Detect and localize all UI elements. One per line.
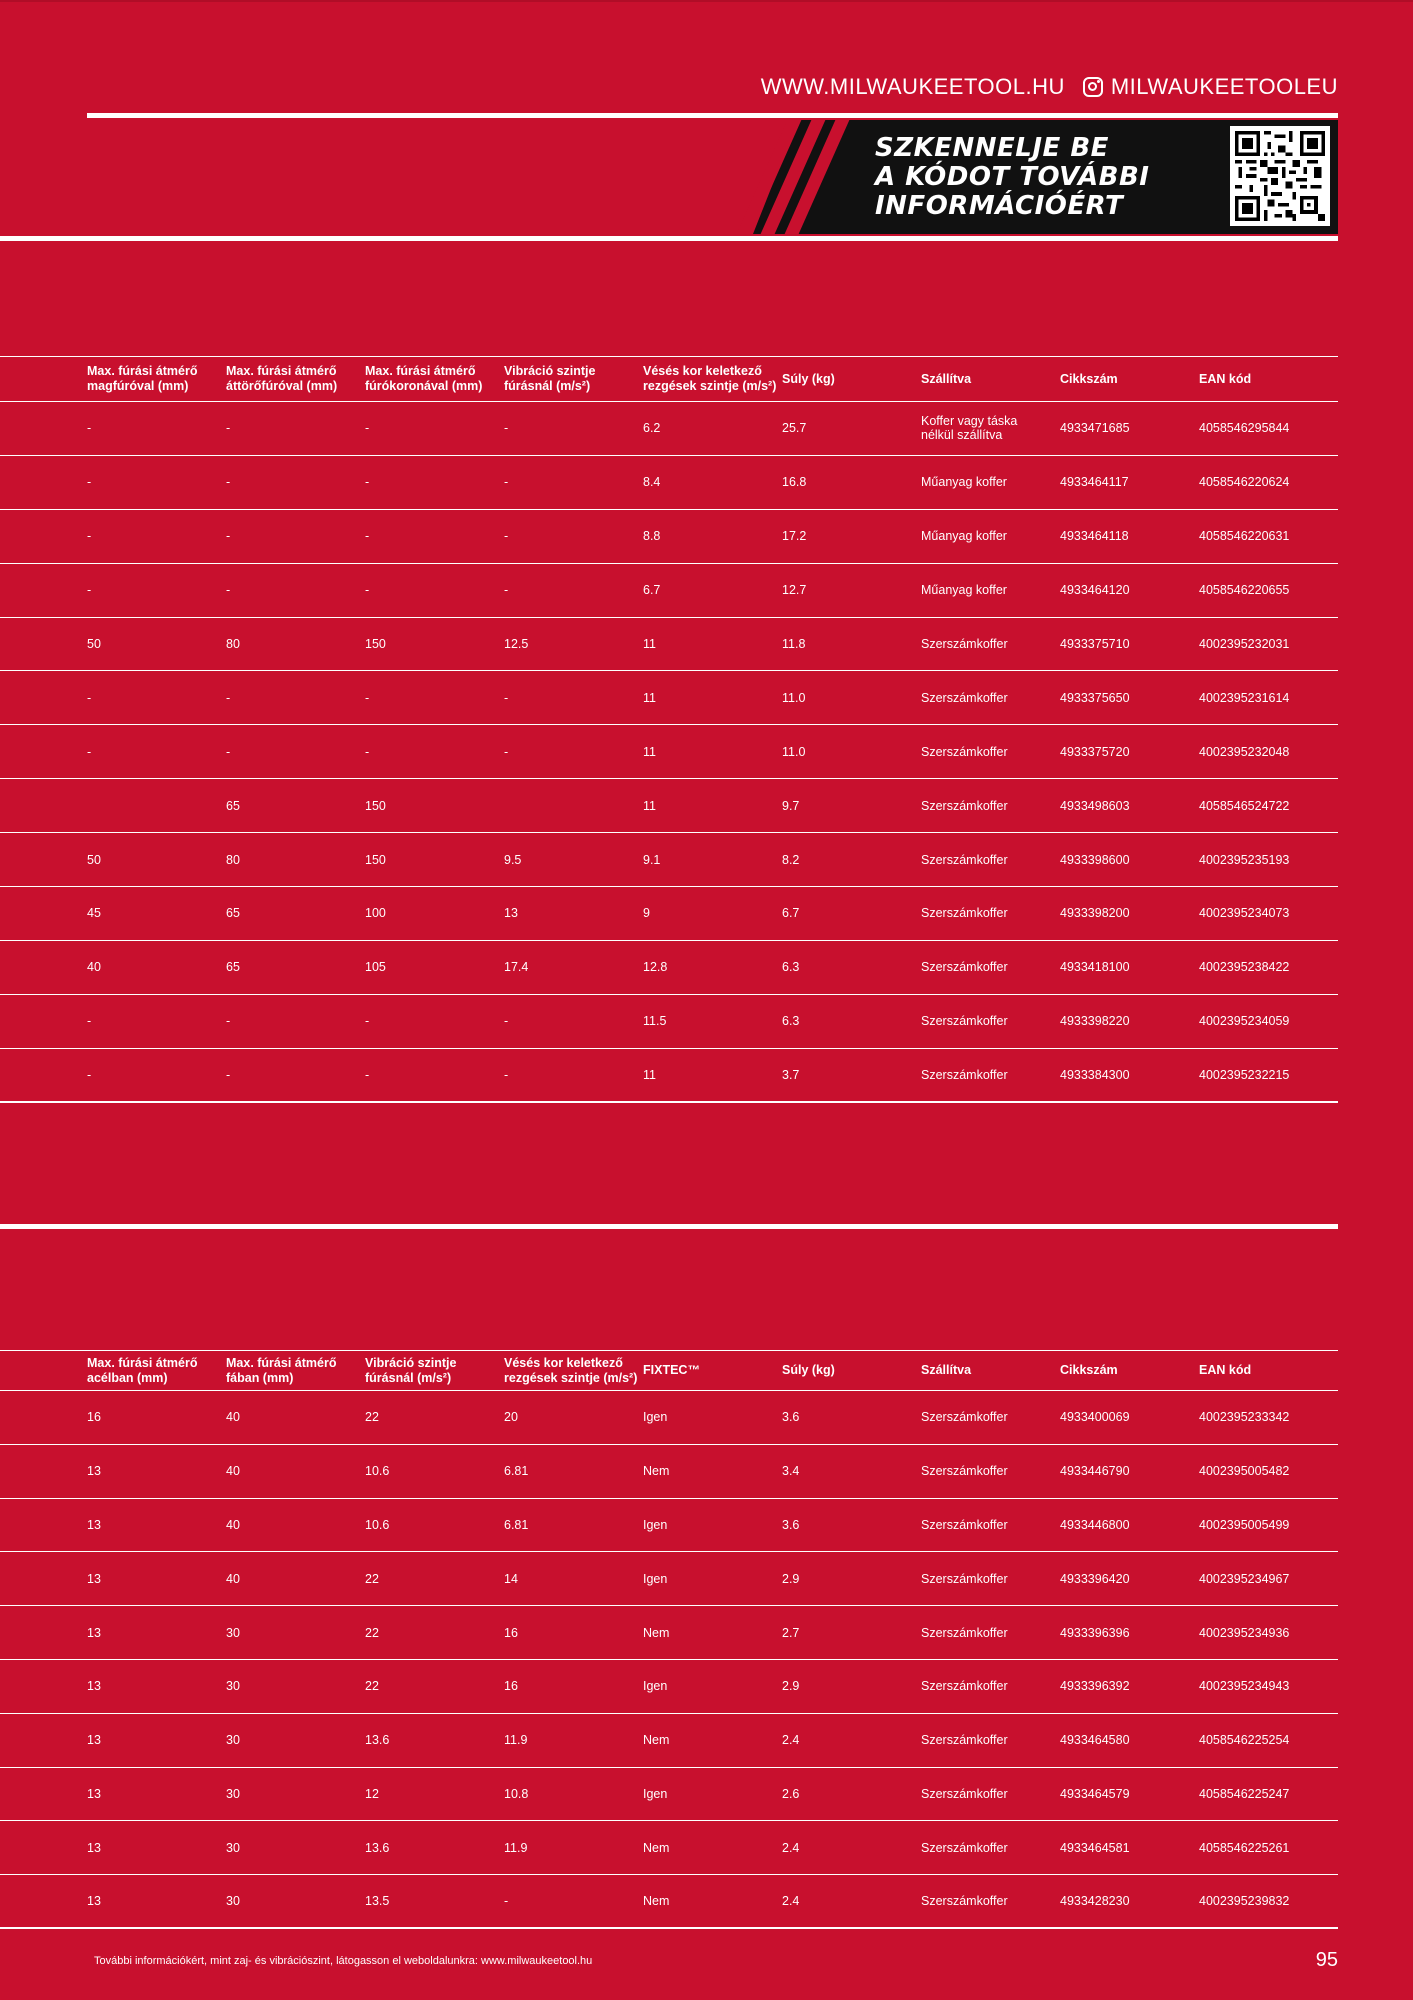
table-cell: 13 bbox=[87, 1894, 101, 1909]
table-cell: 4933398220 bbox=[1060, 1014, 1130, 1029]
table-cell: 9.5 bbox=[504, 852, 522, 867]
page-number: 95 bbox=[1315, 1949, 1338, 1971]
table-cell: 4002395234943 bbox=[1199, 1679, 1290, 1694]
drill-driver-table bbox=[0, 1350, 1338, 1929]
table-cell: 11.9 bbox=[504, 1840, 528, 1855]
table-cell: 10.6 bbox=[365, 1517, 390, 1532]
spacer-cell bbox=[0, 1821, 87, 1875]
table-cell: 100 bbox=[365, 906, 386, 921]
table-cell: 11 bbox=[643, 744, 656, 759]
table-row bbox=[0, 779, 1338, 833]
spacer-cell bbox=[0, 455, 87, 509]
table-row bbox=[0, 994, 1338, 1048]
table-cell: 4002395231614 bbox=[1199, 690, 1290, 705]
table-cell: 22 bbox=[365, 1679, 379, 1694]
table-cell: 30 bbox=[226, 1625, 240, 1640]
table-cell: 6.3 bbox=[782, 1014, 800, 1029]
table-cell: 14 bbox=[504, 1571, 518, 1586]
spacer-cell bbox=[0, 671, 87, 725]
spacer-cell bbox=[0, 617, 87, 671]
table-row bbox=[0, 1391, 1338, 1445]
table-cell: 6.7 bbox=[782, 906, 800, 921]
table-cell: - bbox=[504, 1894, 509, 1909]
table-cell: 11.8 bbox=[782, 637, 806, 651]
table-cell: 22 bbox=[365, 1625, 379, 1640]
scan-line-3: INFORMÁCIÓÉRT bbox=[875, 191, 1124, 221]
table-cell: - bbox=[365, 690, 370, 705]
table-row bbox=[0, 1713, 1338, 1767]
core-drill-breaker-table bbox=[0, 356, 1338, 1103]
column-header: Vésés kor keletkező rezgések szintje (m/s²) bbox=[643, 364, 777, 393]
table-cell: Szerszámkoffer bbox=[921, 1067, 1008, 1082]
table-row bbox=[0, 1606, 1338, 1660]
spacer-cell bbox=[0, 1351, 87, 1391]
footer-note: További információkért, mint zaj- és vibrációszint, látogasson el weboldalunkra: www.milwaukeetool.hu bbox=[94, 1955, 593, 1967]
table-cell: 4002395232048 bbox=[1199, 744, 1290, 759]
table-cell: 4933471685 bbox=[1060, 421, 1130, 436]
table-cell: - bbox=[226, 421, 231, 436]
scan-banner bbox=[0, 118, 1338, 236]
table-header-row bbox=[0, 1351, 1338, 1391]
table-cell: 4933464118 bbox=[1060, 529, 1129, 544]
web-links-bar bbox=[761, 74, 1338, 100]
table-cell: 4058546225261 bbox=[1199, 1840, 1290, 1855]
table-cell: 4002395234967 bbox=[1199, 1571, 1290, 1586]
table-row bbox=[0, 887, 1338, 941]
qr-code-icon[interactable] bbox=[1230, 126, 1330, 226]
spacer-cell bbox=[0, 1048, 87, 1102]
table-cell: 30 bbox=[226, 1894, 240, 1909]
table-cell: 2.6 bbox=[782, 1786, 800, 1801]
spacer-cell bbox=[0, 779, 87, 833]
column-header: Szállítva bbox=[921, 371, 972, 386]
table-cell: 2.7 bbox=[782, 1625, 800, 1640]
table-row bbox=[0, 455, 1338, 509]
column-header: Cikkszám bbox=[1060, 371, 1118, 386]
table-cell: 30 bbox=[226, 1786, 240, 1801]
table-cell: 11 bbox=[643, 798, 656, 813]
table-cell: 4933446790 bbox=[1060, 1464, 1130, 1479]
spacer-cell bbox=[0, 402, 87, 456]
table-cell: 16.8 bbox=[782, 475, 807, 490]
table-cell: 12.5 bbox=[504, 637, 529, 651]
table-cell: 2.9 bbox=[782, 1679, 800, 1694]
table-cell: 3.6 bbox=[782, 1410, 800, 1425]
table-cell: 6.7 bbox=[643, 583, 661, 598]
table-cell: 11.0 bbox=[782, 690, 806, 705]
table-cell: 13 bbox=[87, 1625, 101, 1640]
spacer-cell bbox=[0, 1552, 87, 1606]
table-cell: Műanyag koffer bbox=[921, 529, 1007, 544]
table-cell: - bbox=[365, 475, 370, 490]
table-cell: - bbox=[365, 583, 370, 598]
table-cell: 25.7 bbox=[782, 421, 807, 436]
instagram-link[interactable] bbox=[1083, 74, 1338, 100]
spacer-cell bbox=[0, 357, 87, 402]
table-row bbox=[0, 509, 1338, 563]
table-cell: 4002395234073 bbox=[1199, 906, 1290, 921]
table-cell: Szerszámkoffer bbox=[921, 637, 1008, 651]
table-cell: 4933464117 bbox=[1060, 475, 1129, 490]
table-cell: 11 bbox=[643, 690, 656, 705]
column-header: Max. fúrási átmérő fában (mm) bbox=[226, 1355, 337, 1385]
table-cell: - bbox=[87, 690, 92, 705]
table-cell: - bbox=[87, 583, 92, 598]
table-cell: Szerszámkoffer bbox=[921, 1625, 1008, 1640]
table-cell: - bbox=[226, 475, 231, 490]
table-cell: 4002395232215 bbox=[1199, 1067, 1290, 1082]
table-cell: 80 bbox=[226, 852, 240, 867]
table-cell: 9.7 bbox=[782, 798, 800, 813]
table-cell: 4933396396 bbox=[1060, 1625, 1130, 1640]
table-cell: 4002395234936 bbox=[1199, 1625, 1290, 1640]
table-cell: Szerszámkoffer bbox=[921, 1014, 1008, 1029]
spacer-cell bbox=[0, 1875, 87, 1929]
table-cell: 4933464579 bbox=[1060, 1786, 1130, 1801]
table-cell: 6.2 bbox=[643, 421, 661, 436]
table-cell: - bbox=[504, 475, 509, 490]
table-cell: Nem bbox=[643, 1894, 670, 1909]
table-cell: 11.5 bbox=[643, 1014, 667, 1029]
table-cell: 13.6 bbox=[365, 1840, 390, 1855]
table-cell: 65 bbox=[226, 798, 240, 813]
table-row bbox=[0, 402, 1338, 456]
table-cell: 6.3 bbox=[782, 960, 800, 975]
table-cell: 50 bbox=[87, 852, 101, 867]
table-cell: 65 bbox=[226, 906, 240, 921]
table-cell: 30 bbox=[226, 1840, 240, 1855]
table-cell: 17.4 bbox=[504, 960, 529, 975]
table-row bbox=[0, 563, 1338, 617]
table-cell: - bbox=[365, 421, 370, 436]
table-cell: 4933464580 bbox=[1060, 1733, 1130, 1748]
column-header: Vibráció szintje fúrásnál (m/s²) bbox=[504, 364, 596, 393]
table-cell: 10.8 bbox=[504, 1786, 529, 1801]
table-cell: Szerszámkoffer bbox=[921, 1840, 1008, 1855]
table-cell: 8.4 bbox=[643, 475, 661, 490]
table-cell: Szerszámkoffer bbox=[921, 960, 1008, 975]
table-cell: 2.4 bbox=[782, 1894, 800, 1909]
table-cell: - bbox=[87, 421, 92, 436]
spacer-cell bbox=[0, 887, 87, 941]
column-header: Cikkszám bbox=[1060, 1363, 1118, 1377]
table-cell: 4933400069 bbox=[1060, 1410, 1130, 1425]
table-cell: 8.8 bbox=[643, 529, 661, 544]
table-cell: 4002395233342 bbox=[1199, 1410, 1290, 1425]
table-row bbox=[0, 833, 1338, 887]
table-cell: - bbox=[226, 583, 231, 598]
column-header: Súly (kg) bbox=[782, 371, 835, 386]
table-cell: 4933375720 bbox=[1060, 744, 1130, 759]
website-link[interactable]: WWW.MILWAUKEETOOL.HU bbox=[760, 74, 1065, 99]
column-header: Vibráció szintje fúrásnál (m/s²) bbox=[365, 1355, 457, 1385]
table-cell: 40 bbox=[226, 1410, 240, 1425]
table-row bbox=[0, 725, 1338, 779]
table-cell: - bbox=[226, 744, 231, 759]
table-cell: - bbox=[504, 583, 509, 598]
column-header: Max. fúrási átmérő fúrókoronával (mm) bbox=[365, 364, 483, 393]
table-row bbox=[0, 1048, 1338, 1102]
table-row bbox=[0, 1498, 1338, 1552]
table-cell: 16 bbox=[87, 1410, 101, 1425]
table-cell: Szerszámkoffer bbox=[921, 744, 1008, 759]
table-cell: Szerszámkoffer bbox=[921, 1894, 1008, 1909]
table-cell bbox=[504, 779, 643, 833]
table-cell: - bbox=[504, 421, 509, 436]
column-header: EAN kód bbox=[1199, 371, 1252, 386]
table-cell: - bbox=[504, 1067, 509, 1082]
table-cell: Igen bbox=[643, 1410, 668, 1425]
table-cell: 4933375650 bbox=[1060, 690, 1130, 705]
table-cell: - bbox=[504, 529, 509, 544]
table-cell: 65 bbox=[226, 960, 240, 975]
column-header: Vésés kor keletkező rezgések szintje (m/s²) bbox=[504, 1355, 638, 1385]
table-cell: 2.4 bbox=[782, 1840, 800, 1855]
table-cell: 105 bbox=[365, 960, 386, 975]
spacer-cell bbox=[0, 725, 87, 779]
table-cell: 13 bbox=[87, 1840, 101, 1855]
table-cell: - bbox=[504, 1014, 509, 1029]
table-cell: 4933464120 bbox=[1060, 583, 1130, 598]
table-cell: - bbox=[87, 1014, 92, 1029]
table-cell: 150 bbox=[365, 798, 386, 813]
table-cell: 50 bbox=[87, 637, 101, 651]
table-row bbox=[0, 1444, 1338, 1498]
table-cell: Szerszámkoffer bbox=[921, 1464, 1008, 1479]
table-row bbox=[0, 617, 1338, 671]
spacer-cell bbox=[0, 1444, 87, 1498]
column-header: Max. fúrási átmérő acélban (mm) bbox=[87, 1355, 198, 1385]
table-cell bbox=[87, 779, 226, 833]
table-cell: 4002395238422 bbox=[1199, 960, 1290, 975]
table-cell: - bbox=[226, 1014, 231, 1029]
table-cell: - bbox=[87, 1067, 92, 1082]
table-cell: - bbox=[87, 475, 92, 490]
table-cell: 4933428230 bbox=[1060, 1894, 1130, 1909]
table-cell: 4933446800 bbox=[1060, 1517, 1130, 1532]
table-cell: 4058546220624 bbox=[1199, 475, 1290, 490]
table-cell: 30 bbox=[226, 1679, 240, 1694]
table-cell: 16 bbox=[504, 1625, 518, 1640]
table-cell: 13 bbox=[87, 1464, 101, 1479]
table-cell: 4058546295844 bbox=[1199, 421, 1290, 436]
table-cell: Igen bbox=[643, 1786, 668, 1801]
table-cell: 11 bbox=[643, 637, 656, 651]
table-cell: 45 bbox=[87, 906, 101, 921]
table-cell: 11 bbox=[643, 1067, 656, 1082]
table-cell: 4933418100 bbox=[1060, 960, 1130, 975]
table-cell: Szerszámkoffer bbox=[921, 1410, 1008, 1425]
section-divider bbox=[0, 1224, 1338, 1229]
spacer-cell bbox=[0, 1606, 87, 1660]
table-cell: 6.81 bbox=[504, 1517, 529, 1532]
table-cell: 13.6 bbox=[365, 1733, 390, 1748]
table-row bbox=[0, 940, 1338, 994]
table-cell: 4933396392 bbox=[1060, 1679, 1130, 1694]
spacer-cell bbox=[0, 563, 87, 617]
table-cell: - bbox=[365, 1014, 370, 1029]
table-cell: 22 bbox=[365, 1410, 379, 1425]
table-cell: 22 bbox=[365, 1571, 379, 1586]
table-cell: Igen bbox=[643, 1571, 668, 1586]
table-cell: Nem bbox=[643, 1625, 670, 1640]
top-edge-line bbox=[0, 0, 1413, 2]
table-cell: - bbox=[226, 690, 231, 705]
table-cell: 80 bbox=[226, 637, 240, 651]
table-cell: 13 bbox=[504, 906, 518, 921]
table-row bbox=[0, 1821, 1338, 1875]
scan-line-1: SZKENNELJE BE bbox=[875, 133, 1109, 163]
table-cell: 2.4 bbox=[782, 1733, 800, 1748]
table-row bbox=[0, 1875, 1338, 1929]
table-cell: 11.9 bbox=[504, 1733, 528, 1748]
table-cell: - bbox=[365, 1067, 370, 1082]
table-cell: 4058546220655 bbox=[1199, 583, 1290, 598]
table-cell: 4002395005499 bbox=[1199, 1517, 1290, 1532]
table-cell: 30 bbox=[226, 1733, 240, 1748]
column-header: Szállítva bbox=[921, 1363, 972, 1377]
table-cell: 4933398200 bbox=[1060, 906, 1130, 921]
table-cell: - bbox=[226, 1067, 231, 1082]
table-cell: 4002395235193 bbox=[1199, 852, 1290, 867]
spacer-cell bbox=[0, 1498, 87, 1552]
table-header-row bbox=[0, 357, 1338, 402]
table-cell: 13 bbox=[87, 1571, 101, 1586]
table-cell: Igen bbox=[643, 1679, 668, 1694]
table-cell: 40 bbox=[87, 960, 101, 975]
column-header: Max. fúrási átmérő áttörőfúróval (mm) bbox=[226, 364, 338, 393]
table-cell: 13 bbox=[87, 1733, 101, 1748]
table-cell: - bbox=[504, 690, 509, 705]
table-cell: 4933464581 bbox=[1060, 1840, 1130, 1855]
table-cell: Műanyag koffer bbox=[921, 475, 1007, 490]
column-header: Súly (kg) bbox=[782, 1363, 835, 1377]
table-cell: 4933384300 bbox=[1060, 1067, 1130, 1082]
table-cell: Nem bbox=[643, 1464, 670, 1479]
spacer-cell bbox=[0, 994, 87, 1048]
scan-line-2: A KÓDOT TOVÁBBI bbox=[875, 162, 1150, 192]
table-cell: 4933396420 bbox=[1060, 1571, 1130, 1586]
table-row bbox=[0, 1552, 1338, 1606]
table-cell: 11.0 bbox=[782, 744, 806, 759]
table-cell: 150 bbox=[365, 637, 386, 651]
table-cell: 12 bbox=[365, 1786, 379, 1801]
table-cell: - bbox=[87, 529, 92, 544]
table-cell: Igen bbox=[643, 1517, 668, 1532]
table-cell: 40 bbox=[226, 1571, 240, 1586]
spacer-cell bbox=[0, 833, 87, 887]
table-cell: 4002395232031 bbox=[1199, 637, 1290, 651]
table-cell: Szerszámkoffer bbox=[921, 1786, 1008, 1801]
table-cell: Szerszámkoffer bbox=[921, 1679, 1008, 1694]
table-cell: Műanyag koffer bbox=[921, 583, 1007, 598]
table-cell: 40 bbox=[226, 1464, 240, 1479]
table-cell: Nem bbox=[643, 1840, 670, 1855]
table-cell: 4058546220631 bbox=[1199, 529, 1290, 544]
spacer-cell bbox=[0, 1391, 87, 1445]
table-cell: Koffer vagy táska nélkül szállítva bbox=[921, 414, 1018, 443]
table-cell: 13.5 bbox=[365, 1894, 390, 1909]
table-cell: 2.9 bbox=[782, 1571, 800, 1586]
table-cell: 4933398600 bbox=[1060, 852, 1130, 867]
table-cell: 13 bbox=[87, 1679, 101, 1694]
header-rule-bottom bbox=[0, 236, 1338, 241]
table-cell: 3.4 bbox=[782, 1464, 800, 1479]
table-cell: 3.6 bbox=[782, 1517, 800, 1532]
table-row bbox=[0, 1659, 1338, 1713]
spacer-cell bbox=[0, 1767, 87, 1821]
table-cell: 9 bbox=[643, 906, 650, 921]
scan-instruction bbox=[875, 134, 1149, 221]
table-cell: Szerszámkoffer bbox=[921, 1571, 1008, 1586]
table-cell: 12.7 bbox=[782, 583, 807, 598]
spacer-cell bbox=[0, 509, 87, 563]
table-cell: - bbox=[87, 744, 92, 759]
table-cell: 16 bbox=[504, 1679, 518, 1694]
table-cell: 10.6 bbox=[365, 1464, 390, 1479]
column-header: Max. fúrási átmérő magfúróval (mm) bbox=[87, 364, 198, 393]
table-cell: Szerszámkoffer bbox=[921, 852, 1008, 867]
column-header: FIXTEC™ bbox=[643, 1363, 700, 1377]
table-cell: 4058546225247 bbox=[1199, 1786, 1290, 1801]
table-cell: 8.2 bbox=[782, 852, 800, 867]
table-cell: Szerszámkoffer bbox=[921, 1517, 1008, 1532]
table-cell: 4002395005482 bbox=[1199, 1464, 1290, 1479]
table-cell: Szerszámkoffer bbox=[921, 798, 1008, 813]
column-header: EAN kód bbox=[1199, 1363, 1252, 1377]
spacer-cell bbox=[0, 940, 87, 994]
table-row bbox=[0, 1767, 1338, 1821]
table-cell: 20 bbox=[504, 1410, 518, 1425]
table-cell: 4058546524722 bbox=[1199, 798, 1290, 813]
table-cell: 4002395234059 bbox=[1199, 1014, 1290, 1029]
table-cell: Szerszámkoffer bbox=[921, 906, 1008, 921]
table-cell: 9.1 bbox=[643, 852, 661, 867]
table-cell: 4933498603 bbox=[1060, 798, 1130, 813]
table-cell: 4058546225254 bbox=[1199, 1733, 1290, 1748]
table-cell: - bbox=[504, 744, 509, 759]
table-cell: Szerszámkoffer bbox=[921, 690, 1008, 705]
table-row bbox=[0, 671, 1338, 725]
table-cell: 150 bbox=[365, 852, 386, 867]
instagram-icon bbox=[1083, 77, 1103, 97]
table-cell: 6.81 bbox=[504, 1464, 529, 1479]
table-cell: 3.7 bbox=[782, 1067, 800, 1082]
table-cell: - bbox=[226, 529, 231, 544]
table-cell: 17.2 bbox=[782, 529, 807, 544]
instagram-handle: MILWAUKEETOOLEU bbox=[1110, 74, 1338, 99]
table-cell: 13 bbox=[87, 1786, 101, 1801]
table-cell: 12.8 bbox=[643, 960, 668, 975]
table-cell: Nem bbox=[643, 1733, 670, 1748]
spacer-cell bbox=[0, 1659, 87, 1713]
table-cell: Szerszámkoffer bbox=[921, 1733, 1008, 1748]
table-cell: 4002395239832 bbox=[1199, 1894, 1290, 1909]
table-cell: 40 bbox=[226, 1517, 240, 1532]
table-cell: - bbox=[365, 744, 370, 759]
table-cell: - bbox=[365, 529, 370, 544]
spacer-cell bbox=[0, 1713, 87, 1767]
table-cell: 4933375710 bbox=[1060, 637, 1130, 651]
table-cell: 13 bbox=[87, 1517, 101, 1532]
